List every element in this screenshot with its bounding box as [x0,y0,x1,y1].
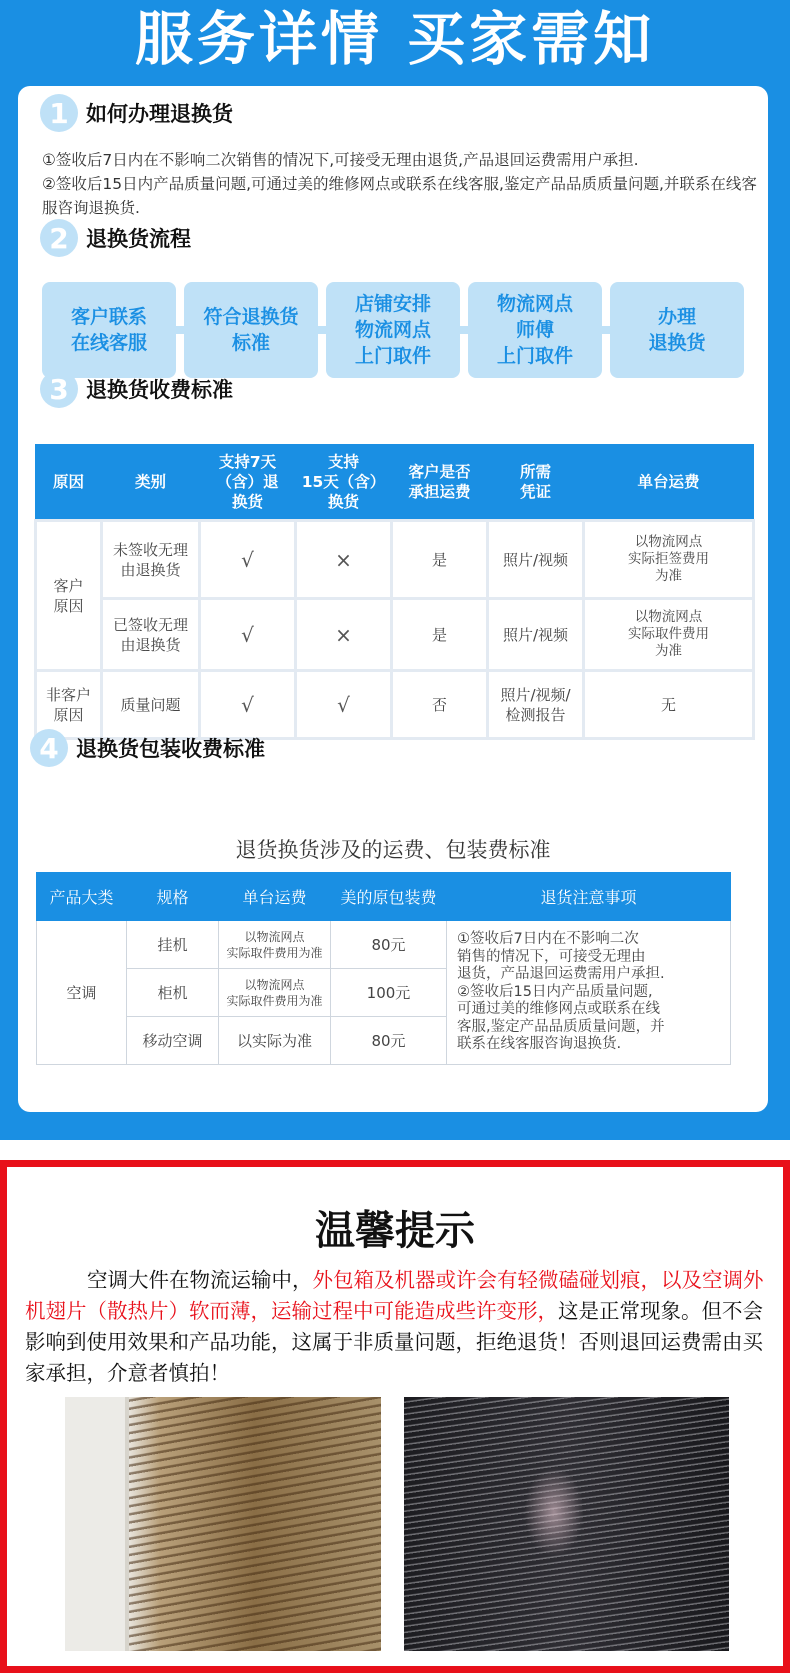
table-header-row [36,445,754,521]
package-fee-table [36,872,731,1065]
flow-step: 办理 退换货 [610,282,744,378]
column-header: 单台运费 [219,873,331,921]
tips-title: 温馨提示 [315,1208,475,1254]
freight-cell: 以物流网点 实际取件费用为准 [219,921,331,969]
column-header: 退货注意事项 [447,873,731,921]
section-title: 退换货包装收费标准 [76,737,265,761]
policy-line: ①签收后7日内在不影响二次销售的情况下,可接受无理由退货,产品退回运费需用户承担. [42,151,639,169]
flow-step: 物流网点 师傅 上门取件 [468,282,602,378]
policy-line: ②签收后15日内产品质量问题,可通过美的维修网点或联系在线客服,鉴定产品品质质量问题,并联系在线客服咨询退换货. [42,175,757,217]
column-header: 类别 [102,445,200,521]
column-header: 产品大类 [37,873,127,921]
column-header: 支持7天 （含）退 换货 [200,445,296,521]
freight-bearer-cell: 是 [392,521,488,599]
category-cell: 空调 [37,921,127,1065]
proof-cell: 照片/视频 [488,599,584,671]
table-header-row [37,873,731,921]
spec-cell: 挂机 [127,921,219,969]
section-number-badge: 2 [40,219,78,257]
proof-cell: 照片/视频/ 检测报告 [488,671,584,739]
section-number-badge: 3 [40,370,78,408]
table-row [37,921,731,969]
return-process-flow [42,282,746,378]
tips-text-part: 空调大件在物流运输中， [87,1268,313,1292]
column-header: 支持 15天（含） 换货 [296,445,392,521]
section-1-heading [40,94,233,132]
section-2-heading [40,219,191,257]
section-4-heading [30,729,265,767]
return-fee-table [34,444,755,740]
package-fee-cell: 100元 [331,969,447,1017]
flow-step: 店铺安排 物流网点 上门取件 [326,282,460,378]
spec-cell: 移动空调 [127,1017,219,1065]
page-title: 服务详情 买家需知 [134,5,656,73]
tips-text [25,1265,771,1389]
return-policy-text [42,148,762,220]
tips-text-part: 这是正常现象。但不会影响到使用效果和产品功能，这属于非质量问题，拒绝退货！否则退回运费需由买家承担，介意者慎拍！ [25,1299,763,1385]
spec-cell: 柜机 [127,969,219,1017]
package-fee-cell: 80元 [331,1017,447,1065]
tips-warning-text: 外包箱及机器或许会有轻微磕碰划痕，以及空调外机翅片（散热片）软而薄，运输过程中可能造成些许变形， [25,1268,764,1323]
unit-frame [65,1397,129,1651]
proof-cell: 照片/视频 [488,521,584,599]
check-cell: √ [200,521,296,599]
column-header: 单台运费 [584,445,754,521]
freight-cell: 以物流网点 实际取件费用为准 [219,969,331,1017]
table-row [36,599,754,671]
column-header: 规格 [127,873,219,921]
package-table-title: 退货换货涉及的运费、包装费标准 [235,838,551,862]
condenser-fins-photo [65,1397,381,1651]
column-header: 美的原包装费 [331,873,447,921]
section-title: 退换货收费标准 [86,378,233,402]
light-reflection [524,1467,584,1557]
freight-cell: 无 [584,671,754,739]
cross-cell: × [296,599,392,671]
flow-step: 符合退换货 标准 [184,282,318,378]
freight-bearer-cell: 是 [392,599,488,671]
warm-tips-panel [0,1160,790,1673]
check-cell: √ [296,671,392,739]
column-header: 原因 [36,445,102,521]
freight-cell: 以物流网点 实际取件费用 为准 [584,599,754,671]
table-row [36,521,754,599]
category-cell: 未签收无理 由退换货 [102,521,200,599]
section-title: 如何办理退换货 [86,102,233,126]
section-title: 退换货流程 [86,227,191,251]
freight-cell: 以实际为准 [219,1017,331,1065]
package-fee-cell: 80元 [331,921,447,969]
check-cell: √ [200,671,296,739]
reason-cell: 非客户 原因 [36,671,102,739]
freight-bearer-cell: 否 [392,671,488,739]
column-header: 客户是否 承担运费 [392,445,488,521]
reason-cell: 客户 原因 [36,521,102,671]
return-notes-cell: ①签收后7日内在不影响二次 销售的情况下，可接受无理由 退货，产品退回运费需用户承担. ②签收后15日内产品质量问题, 可通过美的维修网点或联系在线 客服,鉴定产品品质质量问题，并 联系在线客服咨询退换货. [447,921,731,1065]
category-cell: 已签收无理 由退换货 [102,599,200,671]
check-cell: √ [200,599,296,671]
category-cell: 质量问题 [102,671,200,739]
freight-cell: 以物流网点 实际拒签费用 为准 [584,521,754,599]
cross-cell: × [296,521,392,599]
flow-step: 客户联系 在线客服 [42,282,176,378]
section-number-badge: 1 [40,94,78,132]
column-header: 所需 凭证 [488,445,584,521]
section-number-badge: 4 [30,729,68,767]
section-3-heading [40,370,233,408]
deformed-fins-photo [404,1397,729,1651]
content-card [18,86,768,1112]
